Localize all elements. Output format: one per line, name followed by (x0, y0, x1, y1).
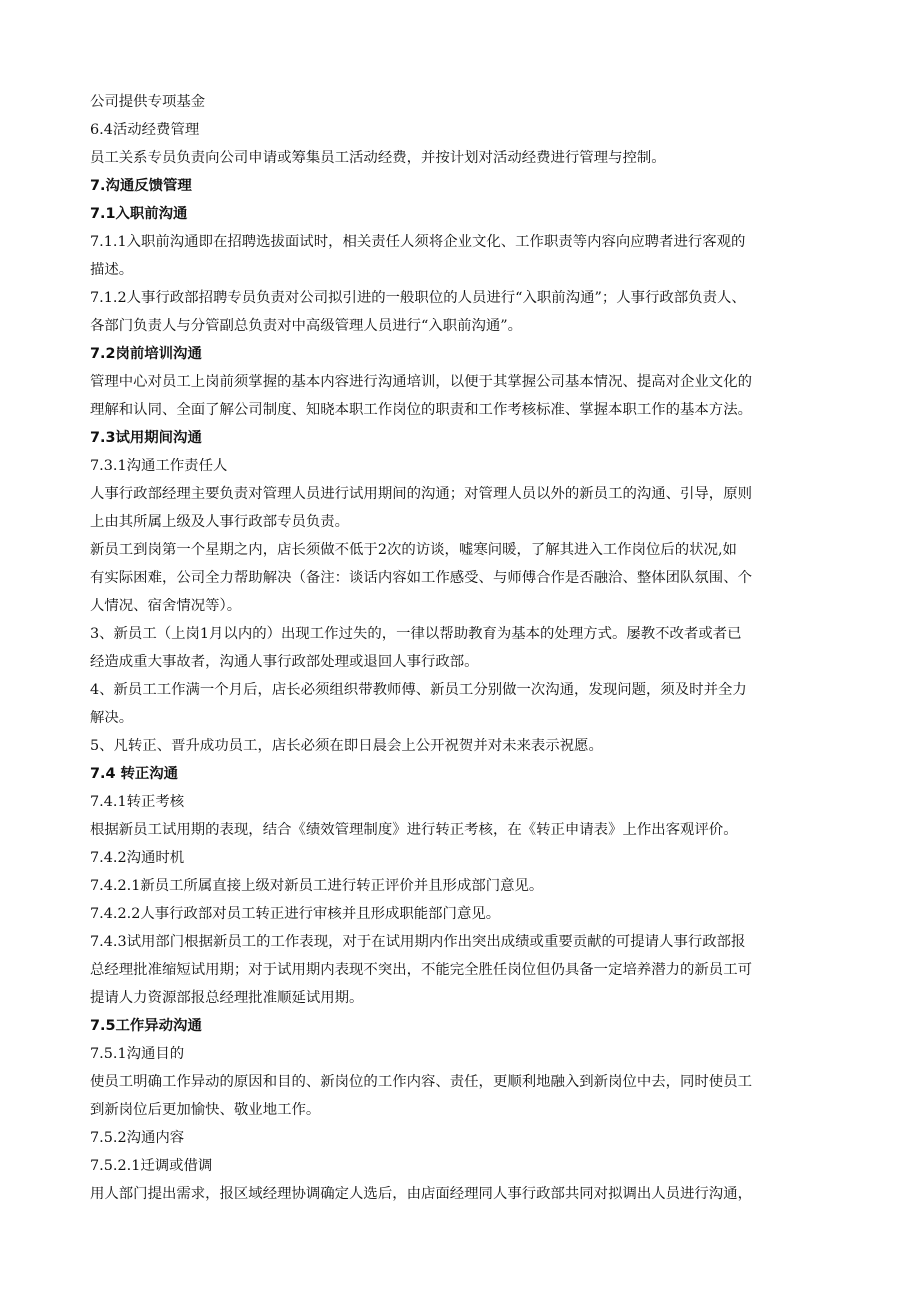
subsection-heading: 7.5.2.1迁调或借调 (90, 1158, 213, 1174)
subsection-heading: 7.4.2沟通时机 (90, 850, 185, 866)
section-heading: 7.5工作异动沟通 (90, 1018, 202, 1034)
text-line: 公司提供专项基金 (90, 94, 206, 110)
section-heading: 7.2岗前培训沟通 (90, 346, 202, 362)
section-heading: 7.沟通反馈管理 (90, 178, 192, 194)
text-line: 7.4.3试用部门根据新员工的工作表现，对于在试用期内作出突出成绩或重要贡献的可提请人事行政部报 (90, 934, 746, 950)
text-line: 人情况、宿舍情况等）。 (90, 598, 242, 614)
text-line: 人事行政部经理主要负责对管理人员进行试用期间的沟通；对管理人员以外的新员工的沟通、引导，原则 (90, 486, 752, 502)
text-line: 管理中心对员工上岗前须掌握的基本内容进行沟通培训，以便于其掌握公司基本情况、提高对企业文化的 (90, 374, 752, 390)
text-line: 经造成重大事故者，沟通人事行政部处理或退回人事行政部。 (90, 654, 479, 670)
text-line: 有实际困难，公司全力帮助解决（备注：谈话内容如工作感受、与师傅合作是否融洽、整体团队氛围、个 (90, 570, 752, 586)
text-line: 7.4.2.1新员工所属直接上级对新员工进行转正评价并且形成部门意见。 (90, 878, 544, 894)
text-line: 各部门负责人与分管副总负责对中高级管理人员进行“入职前沟通”。 (90, 318, 523, 334)
text-line: 根据新员工试用期的表现，结合《绩效管理制度》进行转正考核，在《转正申请表》上作出客观评价。 (90, 822, 738, 838)
text-line: 解决。 (90, 710, 134, 726)
document-page (90, 88, 840, 1208)
subsection-heading: 7.5.1沟通目的 (90, 1046, 185, 1062)
section-heading: 7.4 转正沟通 (90, 766, 179, 782)
section-heading: 6.4活动经费管理 (90, 122, 200, 138)
section-heading: 7.1入职前沟通 (90, 206, 188, 222)
text-line: 7.4.2.2人事行政部对员工转正进行审核并且形成职能部门意见。 (90, 906, 501, 922)
text-line: 用人部门提出需求，报区域经理协调确定人选后，由店面经理同人事行政部共同对拟调出人员进行沟通， (90, 1186, 752, 1202)
text-line: 7.1.2人事行政部招聘专员负责对公司拟引进的一般职位的人员进行“入职前沟通”；人事行政部负责人、 (90, 290, 746, 306)
text-line: 使员工明确工作异动的原因和目的、新岗位的工作内容、责任，更顺利地融入到新岗位中去，同时使员工 (90, 1074, 752, 1090)
text-line: 到新岗位后更加愉快、敬业地工作。 (90, 1102, 321, 1118)
section-heading: 7.3试用期间沟通 (90, 430, 202, 446)
text-line: 员工关系专员负责向公司申请或筹集员工活动经费，并按计划对活动经费进行管理与控制。 (90, 150, 666, 166)
text-line: 提请人力资源部报总经理批准顺延试用期。 (90, 990, 364, 1006)
text-line: 3、新员工（上岗1月以内的）出现工作过失的，一律以帮助教育为基本的处理方式。屡教不改者或者已 (90, 626, 742, 642)
subsection-heading: 7.3.1沟通工作责任人 (90, 458, 228, 474)
text-line: 描述。 (90, 262, 134, 278)
subsection-heading: 7.4.1转正考核 (90, 794, 185, 810)
text-line: 总经理批准缩短试用期；对于试用期内表现不突出，不能完全胜任岗位但仍具备一定培养潜力的新员工可 (90, 962, 752, 978)
text-line: 新员工到岗第一个星期之内，店长须做不低于2次的访谈，嘘寒问暖，了解其进入工作岗位后的状况,如 (90, 542, 737, 558)
text-line: 7.1.1入职前沟通即在招聘选拔面试时，相关责任人须将企业文化、工作职责等内容向应聘者进行客观的 (90, 234, 746, 250)
text-line: 5、凡转正、晋升成功员工，店长必须在即日晨会上公开祝贺并对未来表示祝愿。 (90, 738, 603, 754)
text-line: 4、新员工工作满一个月后，店长必须组织带教师傅、新员工分别做一次沟通，发现问题，须及时并全力 (90, 682, 747, 698)
text-line: 理解和认同、全面了解公司制度、知晓本职工作岗位的职责和工作考核标准、掌握本职工作的基本方法。 (90, 402, 752, 418)
subsection-heading: 7.5.2沟通内容 (90, 1130, 185, 1146)
text-line: 上由其所属上级及人事行政部专员负责。 (90, 514, 350, 530)
